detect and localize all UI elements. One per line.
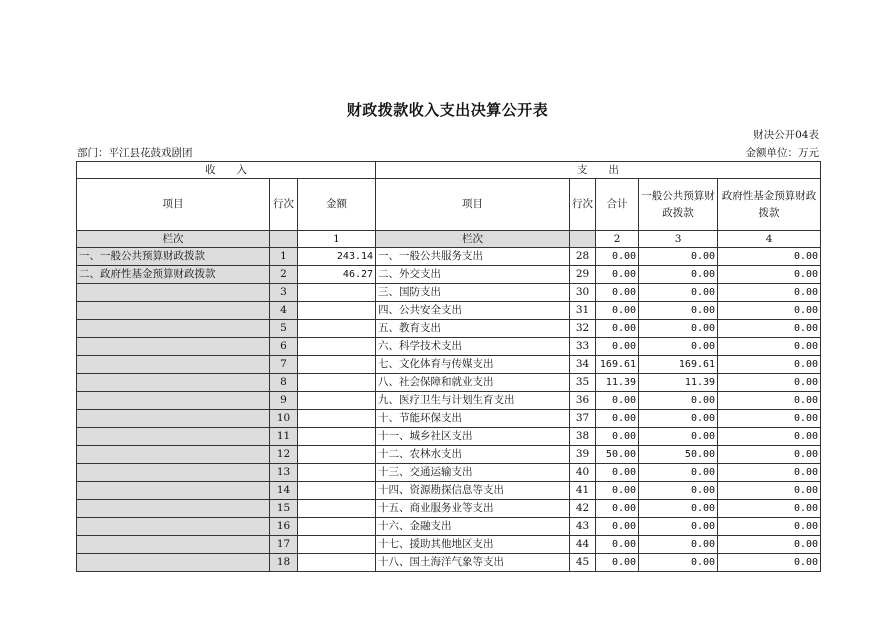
expense-item-cell: 九、医疗卫生与计划生育支出 (376, 392, 570, 410)
general-budget-cell: 0.00 (639, 392, 718, 410)
expense-row-no-cell: 41 (570, 482, 596, 500)
income-amount-cell (298, 302, 376, 320)
expense-item-cell: 十三、交通运输支出 (376, 464, 570, 482)
gov-fund-cell: 0.00 (718, 302, 821, 320)
expense-item-cell: 四、公共安全支出 (376, 302, 570, 320)
table-row (77, 518, 821, 536)
expense-row-no-cell: 39 (570, 446, 596, 464)
income-row-no-cell: 6 (270, 338, 298, 356)
total-cell: 0.00 (596, 410, 639, 428)
income-amount-cell (298, 428, 376, 446)
general-budget-cell: 169.61 (639, 356, 718, 374)
general-budget-cell: 0.00 (639, 248, 718, 266)
general-budget-cell: 0.00 (639, 284, 718, 302)
general-budget-cell: 0.00 (639, 338, 718, 356)
expense-row-no-cell: 37 (570, 410, 596, 428)
table-row (77, 356, 821, 374)
total-cell: 169.61 (596, 356, 639, 374)
total-cell: 11.39 (596, 374, 639, 392)
total-cell: 0.00 (596, 464, 639, 482)
table-row (77, 248, 821, 266)
gov-fund-cell: 0.00 (718, 284, 821, 302)
income-item-cell (77, 320, 270, 338)
budget-table (76, 161, 821, 572)
expense-row-no-cell: 43 (570, 518, 596, 536)
expense-row-no-cell: 38 (570, 428, 596, 446)
table-row (77, 374, 821, 392)
income-item-cell (77, 482, 270, 500)
expense-item-cell: 三、国防支出 (376, 284, 570, 302)
total-cell: 0.00 (596, 266, 639, 284)
gov-fund-cell: 0.00 (718, 410, 821, 428)
col-4: 4 (718, 231, 821, 248)
general-budget-cell: 0.00 (639, 518, 718, 536)
form-code: 财决公开04表 (753, 129, 819, 141)
income-row-no-cell: 13 (270, 464, 298, 482)
income-amount-cell (298, 320, 376, 338)
gov-fund-cell: 0.00 (718, 248, 821, 266)
income-amount-cell (298, 374, 376, 392)
table-row (77, 428, 821, 446)
income-row-no-cell: 12 (270, 446, 298, 464)
income-amount-cell (298, 464, 376, 482)
income-amount-cell (298, 410, 376, 428)
income-item-cell (77, 464, 270, 482)
income-row-no-cell: 2 (270, 266, 298, 284)
col-label: 栏次 (77, 231, 270, 248)
income-row-no-cell: 10 (270, 410, 298, 428)
gov-fund-cell: 0.00 (718, 536, 821, 554)
general-budget-cell: 50.00 (639, 446, 718, 464)
income-row-no-cell: 16 (270, 518, 298, 536)
general-budget-cell: 0.00 (639, 482, 718, 500)
gov-fund-cell: 0.00 (718, 500, 821, 518)
income-item-cell (77, 284, 270, 302)
col-blank (270, 231, 298, 248)
income-amount-cell (298, 446, 376, 464)
total-cell: 0.00 (596, 248, 639, 266)
col-blank-2 (570, 231, 596, 248)
expense-item-cell: 一、一般公共服务支出 (376, 248, 570, 266)
column-number-row (77, 231, 821, 248)
total-cell: 0.00 (596, 518, 639, 536)
income-item-cell: 二、政府性基金预算财政拨款 (77, 266, 270, 284)
col-3: 3 (639, 231, 718, 248)
income-item-cell (77, 374, 270, 392)
income-row-no-cell: 1 (270, 248, 298, 266)
income-item-cell (77, 518, 270, 536)
total-cell: 0.00 (596, 320, 639, 338)
table-row (77, 536, 821, 554)
income-amount-cell (298, 356, 376, 374)
table-row (77, 320, 821, 338)
general-budget-cell: 0.00 (639, 410, 718, 428)
total-cell: 50.00 (596, 446, 639, 464)
expense-row-no-cell: 29 (570, 266, 596, 284)
income-item-cell (77, 536, 270, 554)
expense-item-cell: 十四、资源勘探信息等支出 (376, 482, 570, 500)
income-row-no-header: 行次 (270, 179, 298, 231)
expense-item-cell: 五、教育支出 (376, 320, 570, 338)
income-row-no-cell: 3 (270, 284, 298, 302)
table-row (77, 266, 821, 284)
income-amount-cell (298, 338, 376, 356)
expense-row-no-cell: 28 (570, 248, 596, 266)
income-item-cell (77, 302, 270, 320)
general-budget-cell: 0.00 (639, 464, 718, 482)
gov-fund-cell: 0.00 (718, 266, 821, 284)
department-label: 部门：平江县花鼓戏剧团 (77, 147, 193, 159)
expense-item-cell: 十一、城乡社区支出 (376, 428, 570, 446)
income-amount-cell: 243.14 (298, 248, 376, 266)
general-budget-header: 一般公共预算财政拨款 (639, 179, 718, 231)
income-amount-cell (298, 554, 376, 572)
table-row (77, 554, 821, 572)
total-cell: 0.00 (596, 338, 639, 356)
income-amount-cell (298, 482, 376, 500)
header-row-1 (77, 162, 821, 179)
income-row-no-cell: 7 (270, 356, 298, 374)
gov-fund-cell: 0.00 (718, 374, 821, 392)
gov-fund-cell: 0.00 (718, 554, 821, 572)
income-row-no-cell: 9 (270, 392, 298, 410)
income-row-no-cell: 14 (270, 482, 298, 500)
expense-row-no-cell: 32 (570, 320, 596, 338)
general-budget-cell: 0.00 (639, 302, 718, 320)
total-cell: 0.00 (596, 302, 639, 320)
expense-row-no-cell: 44 (570, 536, 596, 554)
income-row-no-cell: 17 (270, 536, 298, 554)
income-item-cell (77, 392, 270, 410)
table-row (77, 500, 821, 518)
income-item-cell (77, 356, 270, 374)
gov-fund-cell: 0.00 (718, 482, 821, 500)
income-header: 收 入 (77, 162, 376, 179)
income-item-cell (77, 338, 270, 356)
expense-item-cell: 十六、金融支出 (376, 518, 570, 536)
gov-fund-cell: 0.00 (718, 428, 821, 446)
total-cell: 0.00 (596, 536, 639, 554)
income-item-cell: 一、一般公共预算财政拨款 (77, 248, 270, 266)
expense-item-header: 项目 (376, 179, 570, 231)
income-amount-cell: 46.27 (298, 266, 376, 284)
income-amount-cell (298, 284, 376, 302)
expense-row-no-cell: 40 (570, 464, 596, 482)
general-budget-cell: 0.00 (639, 500, 718, 518)
total-cell: 0.00 (596, 554, 639, 572)
table-row (77, 410, 821, 428)
expense-row-no-cell: 45 (570, 554, 596, 572)
gov-fund-cell: 0.00 (718, 518, 821, 536)
expense-row-no-cell: 42 (570, 500, 596, 518)
income-item-header: 项目 (77, 179, 270, 231)
income-item-cell (77, 554, 270, 572)
table-row (77, 392, 821, 410)
income-item-cell (77, 428, 270, 446)
total-cell: 0.00 (596, 284, 639, 302)
total-cell: 0.00 (596, 482, 639, 500)
expense-item-cell: 六、科学技术支出 (376, 338, 570, 356)
general-budget-cell: 0.00 (639, 536, 718, 554)
gov-fund-cell: 0.00 (718, 446, 821, 464)
expense-row-no-header: 行次 (570, 179, 596, 231)
income-row-no-cell: 11 (270, 428, 298, 446)
total-cell: 0.00 (596, 500, 639, 518)
income-amount-cell (298, 392, 376, 410)
gov-fund-cell: 0.00 (718, 320, 821, 338)
gov-fund-cell: 0.00 (718, 338, 821, 356)
gov-fund-cell: 0.00 (718, 356, 821, 374)
general-budget-cell: 11.39 (639, 374, 718, 392)
header-row-2 (77, 179, 821, 231)
expense-row-no-cell: 30 (570, 284, 596, 302)
expense-header: 支 出 (376, 162, 821, 179)
expense-item-cell: 二、外交支出 (376, 266, 570, 284)
gov-fund-header: 政府性基金预算财政拨款 (718, 179, 821, 231)
general-budget-cell: 0.00 (639, 554, 718, 572)
expense-item-cell: 十二、农林水支出 (376, 446, 570, 464)
expense-item-cell: 十五、商业服务业等支出 (376, 500, 570, 518)
expense-row-no-cell: 34 (570, 356, 596, 374)
income-row-no-cell: 5 (270, 320, 298, 338)
general-budget-cell: 0.00 (639, 428, 718, 446)
expense-item-cell: 七、文化体育与传媒支出 (376, 356, 570, 374)
table-row (77, 482, 821, 500)
income-row-no-cell: 15 (270, 500, 298, 518)
expense-item-cell: 十七、援助其他地区支出 (376, 536, 570, 554)
general-budget-cell: 0.00 (639, 320, 718, 338)
table-row (77, 464, 821, 482)
table-row (77, 338, 821, 356)
income-amount-cell (298, 536, 376, 554)
expense-item-cell: 八、社会保障和就业支出 (376, 374, 570, 392)
income-amount-header: 金额 (298, 179, 376, 231)
expense-row-no-cell: 33 (570, 338, 596, 356)
income-row-no-cell: 4 (270, 302, 298, 320)
general-budget-cell: 0.00 (639, 266, 718, 284)
gov-fund-cell: 0.00 (718, 392, 821, 410)
income-amount-cell (298, 500, 376, 518)
expense-row-no-cell: 36 (570, 392, 596, 410)
income-item-cell (77, 446, 270, 464)
col-2: 2 (596, 231, 639, 248)
income-item-cell (77, 410, 270, 428)
income-row-no-cell: 8 (270, 374, 298, 392)
total-cell: 0.00 (596, 392, 639, 410)
income-row-no-cell: 18 (270, 554, 298, 572)
expense-row-no-cell: 35 (570, 374, 596, 392)
col-label-2: 栏次 (376, 231, 570, 248)
table-row (77, 284, 821, 302)
page-title: 财政拨款收入支出决算公开表 (346, 101, 549, 119)
total-cell: 0.00 (596, 428, 639, 446)
unit-label: 金额单位：万元 (745, 147, 819, 159)
gov-fund-cell: 0.00 (718, 464, 821, 482)
expense-row-no-cell: 31 (570, 302, 596, 320)
total-header: 合计 (596, 179, 639, 231)
table-row (77, 446, 821, 464)
expense-item-cell: 十、节能环保支出 (376, 410, 570, 428)
income-amount-cell (298, 518, 376, 536)
income-item-cell (77, 500, 270, 518)
expense-item-cell: 十八、国土海洋气象等支出 (376, 554, 570, 572)
table-row (77, 302, 821, 320)
col-1: 1 (298, 231, 376, 248)
